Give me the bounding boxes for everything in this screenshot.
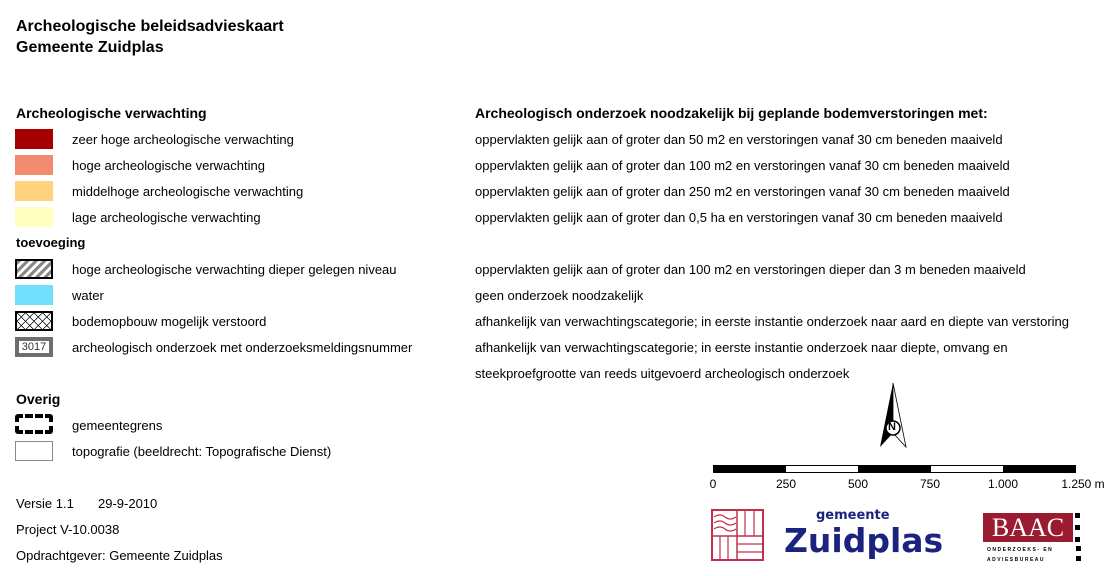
scale-tick: 500	[847, 477, 869, 491]
legend-label: archeologisch onderzoek met onderzoeksmeldingsnummer	[72, 340, 413, 355]
baac-square-icon	[1076, 556, 1081, 561]
legend-label: lage archeologische verwachting	[72, 210, 261, 225]
scale-tick: 750	[919, 477, 941, 491]
swatch-hoge	[15, 155, 53, 175]
baac-sub1: ONDERZOEKS- EN	[987, 547, 1054, 553]
scale-tick: 250	[775, 477, 797, 491]
map-title: Archeologische beleidsadvieskaart	[16, 18, 284, 35]
municipal-boundary-icon	[15, 414, 53, 434]
research-desc: oppervlakten gelijk aan of groter dan 100 m2 en verstoringen dieper dan 3 m beneden maaiveld	[475, 262, 1026, 277]
legend-label: middelhoge archeologische verwachting	[72, 184, 304, 199]
cross-hatch-icon	[15, 311, 53, 331]
legend-heading-toevoeging: toevoeging	[16, 235, 86, 250]
topography-box-icon	[15, 441, 53, 461]
research-desc: oppervlakten gelijk aan of groter dan 50 m2 en verstoringen vanaf 30 cm beneden maaiveld	[475, 132, 1003, 147]
zuidplas-logo-name: Zuidplas	[784, 521, 944, 560]
north-arrow-icon	[878, 381, 908, 449]
diagonal-hatch-icon	[15, 259, 53, 279]
legend-label: hoge archeologische verwachting dieper gelegen niveau	[72, 262, 397, 277]
research-heading: Archeologisch onderzoek noodzakelijk bij geplande bodemverstoringen met:	[475, 105, 988, 121]
research-desc: steekproefgrootte van reeds uitgevoerd archeologisch onderzoek	[475, 366, 850, 381]
map-subtitle: Gemeente Zuidplas	[16, 39, 164, 56]
legend-heading-overig: Overig	[16, 391, 61, 407]
project-label: Project V-10.0038	[16, 522, 120, 537]
legend-label: zeer hoge archeologische verwachting	[72, 132, 294, 147]
scale-tick: 1.000	[987, 477, 1019, 491]
swatch-water	[15, 285, 53, 305]
baac-logo: BAAC	[983, 513, 1073, 542]
version-label: Versie 1.1	[16, 496, 74, 511]
legend-label: topografie (beeldrecht: Topografische Dienst)	[72, 444, 332, 459]
swatch-zeer-hoge	[15, 129, 53, 149]
swatch-middelhoge	[15, 181, 53, 201]
research-desc: oppervlakten gelijk aan of groter dan 0,5 ha en verstoringen vanaf 30 cm beneden maaiveld	[475, 210, 1003, 225]
legend-label: gemeentegrens	[72, 418, 163, 433]
scale-bar	[713, 465, 1076, 473]
research-desc: afhankelijk van verwachtingscategorie; in eerste instantie onderzoek naar diepte, omvang en	[475, 340, 1008, 355]
date-label: 29-9-2010	[98, 496, 158, 511]
research-desc: geen onderzoek noodzakelijk	[475, 288, 644, 303]
research-desc: afhankelijk van verwachtingscategorie; in eerste instantie onderzoek naar aard en diepte van verstoring	[475, 314, 1070, 329]
legend-label: hoge archeologische verwachting	[72, 158, 265, 173]
baac-sub2: ADVIESBUREAU	[987, 557, 1046, 563]
client-label: Opdrachtgever: Gemeente Zuidplas	[16, 548, 223, 563]
zuidplas-logo-top: gemeente	[816, 508, 890, 523]
scale-tick: 0	[709, 477, 717, 491]
scale-tick: 1.250 m	[1061, 477, 1105, 491]
research-desc: oppervlakten gelijk aan of groter dan 100 m2 en verstoringen vanaf 30 cm beneden maaiveld	[475, 158, 1010, 173]
research-desc: oppervlakten gelijk aan of groter dan 250 m2 en verstoringen vanaf 30 cm beneden maaiveld	[475, 184, 1010, 199]
legend-label: bodemopbouw mogelijk verstoord	[72, 314, 267, 329]
swatch-lage	[15, 207, 53, 227]
north-letter: N	[888, 421, 896, 433]
baac-checker-icon	[1075, 513, 1081, 542]
number-box-icon: 3017	[15, 337, 53, 357]
legend-label: water	[72, 288, 104, 303]
baac-square-icon	[1076, 546, 1081, 551]
legend-heading-verwachting: Archeologische verwachting	[16, 105, 207, 121]
zuidplas-logo-mark-icon	[711, 509, 764, 561]
